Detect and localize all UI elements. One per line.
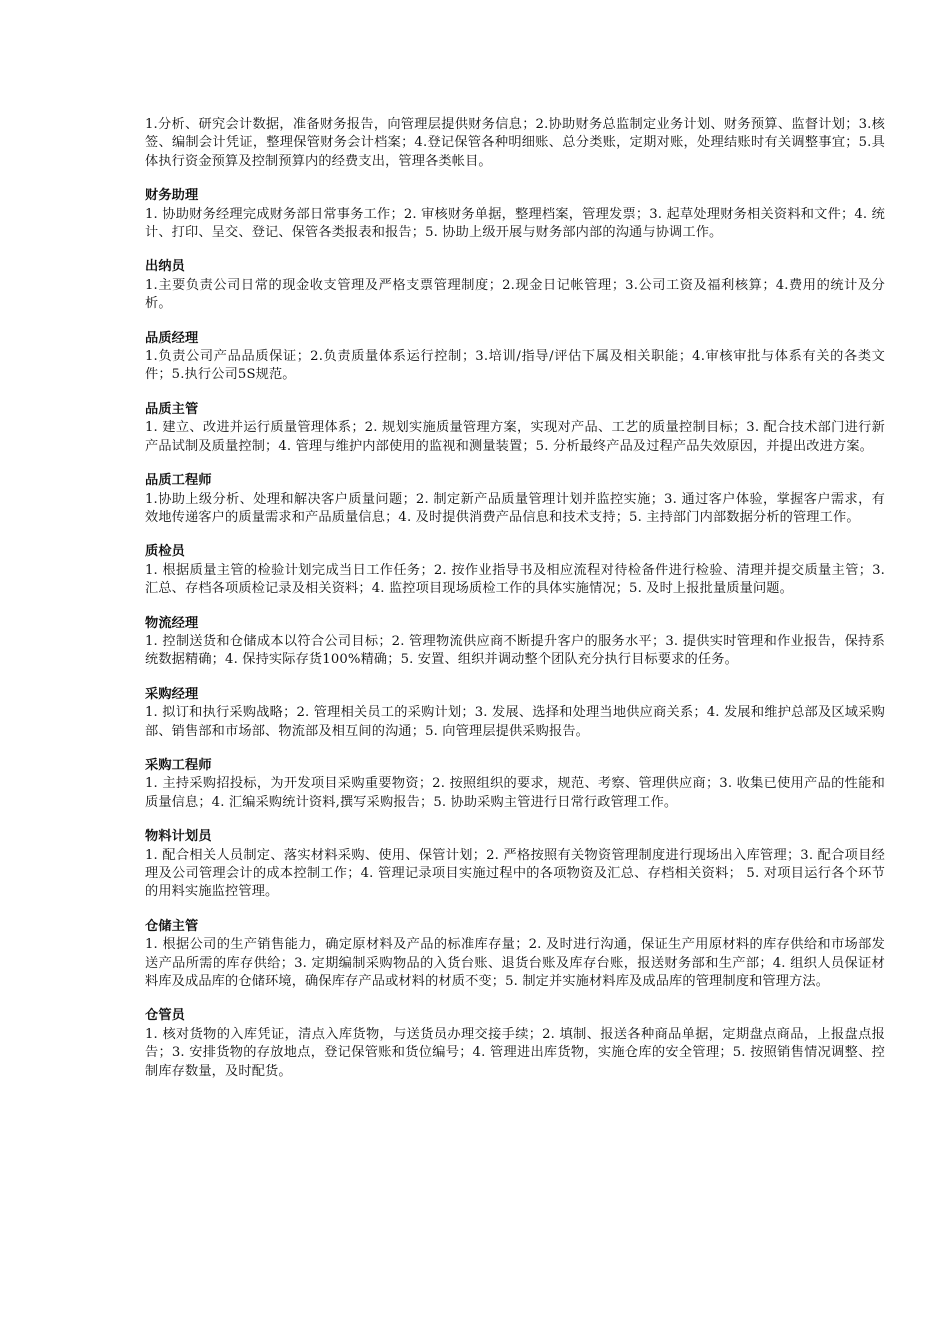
section-title: 品质经理 [145, 330, 199, 346]
section-quality-manager [145, 330, 885, 385]
section-body: 1. 协助财务经理完成财务部日常事务工作；2. 审核财务单据，整理档案，管理发票；3. 起草处理财务相关资料和文件；4. 统计、打印、呈交、登记、保管各类报表和报告；5. 协助上级开展与财务部内部的沟通与协调工作。 [145, 206, 885, 241]
document-page [145, 116, 885, 1097]
section-title: 物料计划员 [145, 829, 212, 845]
section-material-planner [145, 828, 885, 902]
section-body: 1. 根据质量主管的检验计划完成当日工作任务；2. 按作业指导书及相应流程对待检备件进行检验、清理并提交质量主管；3. 汇总、存档各项质检记录及相关资料；4. 监控项目现场质检工作的具体实施情况；5. 及时上报批量质量问题。 [145, 562, 885, 597]
section-cashier [145, 258, 885, 313]
section-purchasing-manager [145, 686, 885, 741]
section-body: 1. 核对货物的入库凭证，清点入库货物，与送货员办理交接手续；2. 填制、报送各种商品单据，定期盘点商品，上报盘点报告；3. 安排货物的存放地点，登记保管账和货位编号；4. 管理进出库货物，实施仓库的安全管理；5. 按照销售情况调整、控制库存数量，及时配货。 [145, 1026, 885, 1079]
intro-paragraph: 1.分析、研究会计数据，准备财务报告，向管理层提供财务信息；2.协助财务总监制定业务计划、财务预算、监督计划；3.核签、编制会计凭证，整理保管财务会计档案；4.登记保管各种明细账、总分类账，定期对账，处理结账时有关调整事宜；5.具体执行资金预算及控制预算内的经费支出，管理各类帐目。 [145, 117, 885, 169]
section-logistics-manager [145, 615, 885, 670]
section-body: 1.主要负责公司日常的现金收支管理及严格支票管理制度；2.现金日记帐管理；3.公司工资及福利核算；4.费用的统计及分析。 [145, 277, 885, 312]
section-title: 质检员 [145, 544, 186, 560]
section-warehouse-keeper [145, 1007, 885, 1081]
section-title: 采购工程师 [145, 757, 212, 773]
section-body: 1. 主持采购招投标，为开发项目采购重要物资；2. 按照组织的要求，规范、考察、管理供应商；3. 收集已使用产品的性能和质量信息；4. 汇编采购统计资料,撰写采购报告；5. 协助采购主管进行日常行政管理工作。 [145, 776, 885, 810]
section-body: 1. 控制送货和仓储成本以符合公司目标；2. 管理物流供应商不断提升客户的服务水平；3. 提供实时管理和作业报告，保持系统数据精确；4. 保持实际存货100%精确；5. 安置、组织并调动整个团队充分执行目标要求的任务。 [145, 633, 885, 668]
section-quality-supervisor [145, 401, 885, 456]
section-title: 品质工程师 [145, 473, 212, 489]
section-body: 1. 根据公司的生产销售能力，确定原材料及产品的标准库存量；2. 及时进行沟通，保证生产用原材料的库存供给和市场部发送产品所需的库存供给；3. 定期编制采购物品的入货台账、退货台账及库存台账，报送财务部和生产部；4. 组织人员保证材料库及成品库的仓储环境，确保库存产品或材料的材质不变；5. 制定并实施材料库及成品库的管理制度和管理方法。 [145, 937, 885, 990]
section-body: 1.负责公司产品品质保证；2.负责质量体系运行控制；3.培训/指导/评估下属及相关职能；4.审核审批与体系有关的各类文件；5.执行公司5S规范。 [145, 349, 885, 383]
section-body: 1. 配合相关人员制定、落实材料采购、使用、保管计划；2. 严格按照有关物资管理制度进行现场出入库管理；3. 配合项目经理及公司管理会计的成本控制工作；4. 管理记录项目实施过程中的各项物资及汇总、存档相关资料； 5. 对项目运行各个环节的用料实施监控管理。 [145, 847, 885, 900]
section-title: 财务助理 [145, 188, 199, 204]
section-body: 1. 建立、改进并运行质量管理体系；2. 规划实施质量管理方案，实现对产品、工艺的质量控制目标；3. 配合技术部门进行新产品试制及质量控制；4. 管理与维护内部使用的监视和测量装置；5. 分析最终产品及过程产品失效原因，并提出改进方案。 [145, 420, 885, 454]
section-title: 出纳员 [145, 259, 186, 275]
section-body: 1.协助上级分析、处理和解决客户质量问题；2. 制定新产品质量管理计划并监控实施；3. 通过客户体验，掌握客户需求，有效地传递客户的质量需求和产品质量信息；4. 及时提供消费产品信息和技术支持；5. 主持部门内部数据分析的管理工作。 [145, 491, 885, 525]
section-inspector [145, 543, 885, 598]
section-title: 品质主管 [145, 401, 199, 417]
section-title: 仓储主管 [145, 918, 199, 934]
section-purchasing-engineer [145, 757, 885, 812]
section-body: 1. 拟订和执行采购战略；2. 管理相关员工的采购计划；3. 发展、选择和处理当地供应商关系；4. 发展和维护总部及区域采购部、销售部和市场部、物流部及相互间的沟通；5. 向管理层提供采购报告。 [145, 705, 885, 739]
section-title: 仓管员 [145, 1008, 186, 1024]
section-finance-assistant [145, 187, 885, 242]
section-title: 采购经理 [145, 686, 199, 702]
section-title: 物流经理 [145, 615, 199, 631]
section-warehouse-supervisor [145, 918, 885, 992]
section-quality-engineer [145, 472, 885, 527]
